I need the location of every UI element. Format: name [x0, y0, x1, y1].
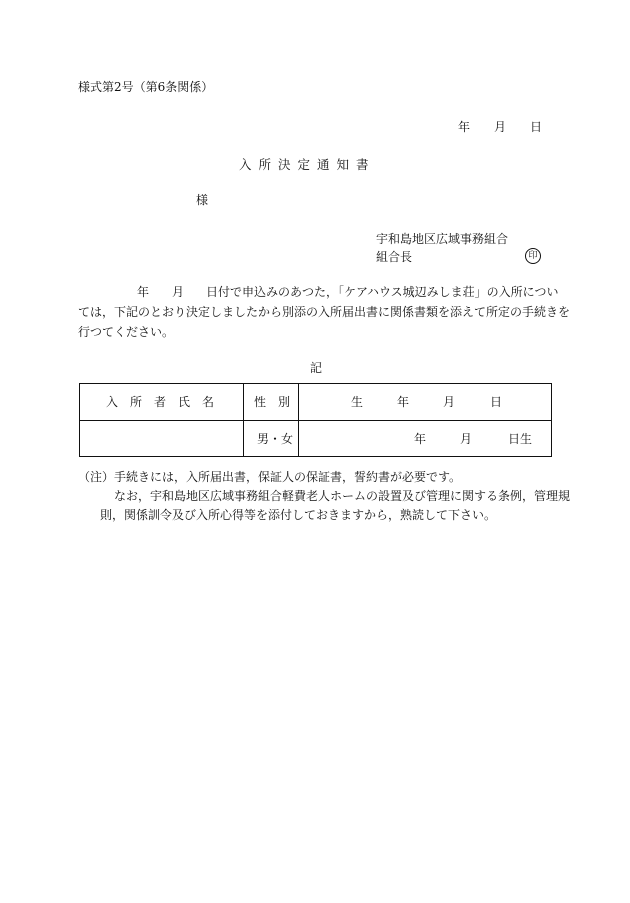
header-sex: 性 別 — [254, 395, 291, 409]
row-sex-options[interactable]: 男・女 — [257, 432, 294, 446]
form-number: 様式第2号（第6条関係） — [78, 80, 214, 94]
header-name: 入 所 者 氏 名 — [106, 395, 215, 409]
table-row-divider — [80, 420, 551, 421]
row-birth-year: 年 — [414, 432, 427, 446]
note-label: （注） — [78, 470, 115, 484]
header-birth-month: 月 — [443, 395, 456, 409]
heading-ki: 記 — [310, 361, 323, 375]
addressee-suffix: 様 — [196, 193, 209, 207]
issuer-position: 組合長 — [376, 250, 413, 264]
applicant-table — [79, 383, 552, 457]
date-day-label: 日 — [530, 120, 543, 134]
date-year-label: 年 — [458, 120, 471, 134]
seal-mark: 印 — [525, 248, 541, 264]
note-line-1: 手続きには，入所届出書，保証人の保証書，誓約書が必要です。 — [114, 470, 462, 484]
body-month-label: 月 — [172, 285, 185, 299]
document-title: 入所決定通知書 — [239, 157, 376, 172]
body-line-1: 日付で申込みのあつた，「ケアハウス城辺みしま荘」の入所につい — [206, 285, 559, 299]
note-line-3: 則，関係訓令及び入所心得等を添付しておきますから，熟読して下さい。 — [100, 508, 497, 522]
header-birth-sei: 生 — [351, 395, 364, 409]
body-year-label: 年 — [137, 285, 150, 299]
body-line-2: ては，下記のとおり決定しましたから別添の入所届出書に関係書類を添えて所定の手続きを — [78, 305, 571, 319]
issuer-organization: 宇和島地区広域事務組合 — [376, 232, 509, 246]
note-line-2: なお，宇和島地区広域事務組合軽費老人ホームの設置及び管理に関する条例，管理規 — [114, 489, 571, 503]
date-month-label: 月 — [494, 120, 507, 134]
row-birth-month: 月 — [460, 432, 473, 446]
header-birth-day: 日 — [490, 395, 503, 409]
row-birth-day: 日生 — [508, 432, 533, 446]
header-birth-year: 年 — [397, 395, 410, 409]
body-line-3: 行つてください。 — [78, 325, 175, 339]
